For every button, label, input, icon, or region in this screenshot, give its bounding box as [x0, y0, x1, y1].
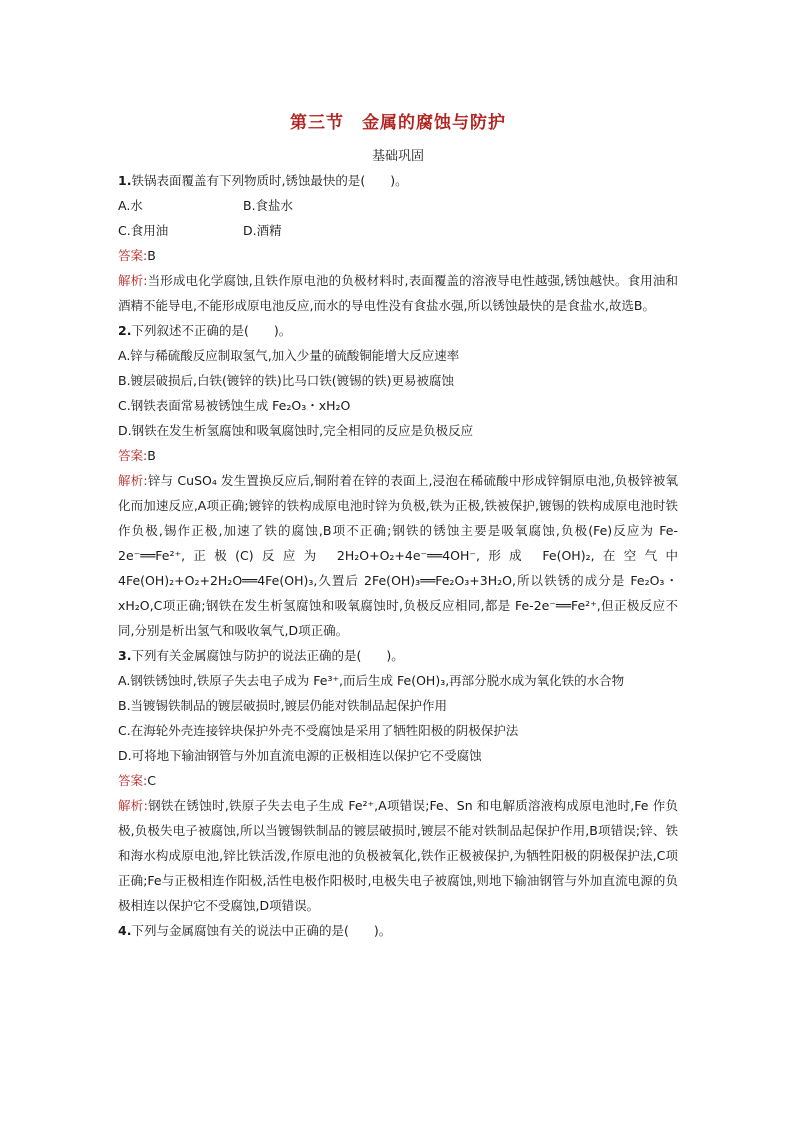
- question-1-explanation: [118, 268, 678, 318]
- option-a: A.锌与稀硫酸反应制取氢气,加入少量的硫酸铜能增大反应速率: [118, 348, 460, 363]
- option-c: C.食用油: [118, 223, 169, 238]
- question-1-options-row-2: [118, 218, 678, 243]
- option-a: A.钢铁锈蚀时,铁原子失去电子成为 Fe³⁺,而后生成 Fe(OH)₃,再部分脱水成为氧化铁的水合物: [118, 673, 625, 688]
- question-stem: 下列有关金属腐蚀与防护的说法正确的是( )。: [131, 648, 404, 663]
- question-1: [118, 168, 678, 193]
- option-c: C.钢铁表面常易被锈蚀生成 Fe₂O₃・xH₂O: [118, 398, 351, 413]
- explanation-text: 当形成电化学腐蚀,且铁作原电池的负极材料时,表面覆盖的溶液导电性越强,锈蚀越快。食用油和酒精不能导电,不能形成原电池反应,而水的导电性没有食盐水强,所以锈蚀最快的是食盐水,故选B。: [118, 273, 678, 313]
- section-heading: 基础巩固: [371, 149, 424, 164]
- option-d: D.钢铁在发生析氢腐蚀和吸氧腐蚀时,完全相同的反应是负极反应: [118, 423, 474, 438]
- question-2-explanation: [118, 468, 678, 643]
- option-d: D.酒精: [243, 223, 282, 238]
- question-2: [118, 318, 678, 343]
- answer-label: 答案:: [118, 448, 148, 463]
- question-stem: 下列与金属腐蚀有关的说法中正确的是( )。: [131, 923, 392, 938]
- answer-value: B: [147, 248, 156, 263]
- option-c: C.在海轮外壳连接锌块保护外壳不受腐蚀是采用了牺牲阳极的阴极保护法: [118, 723, 519, 738]
- question-1-options-row-1: [118, 193, 678, 218]
- explanation-label: 解析:: [118, 273, 148, 288]
- option-b: B.食盐水: [243, 198, 294, 213]
- question-stem: 下列叙述不正确的是( )。: [131, 323, 292, 338]
- page-title: 第三节 金属的腐蚀与防护: [290, 113, 506, 133]
- question-stem: 铁锅表面覆盖有下列物质时,锈蚀最快的是( )。: [131, 173, 408, 188]
- question-2-answer: [118, 443, 678, 468]
- option-b: B.当镀锡铁制品的镀层破损时,镀层仍能对铁制品起保护作用: [118, 698, 448, 713]
- document-content: [118, 168, 678, 943]
- question-4: [118, 918, 678, 943]
- explanation-text: 钢铁在锈蚀时,铁原子失去电子生成 Fe²⁺,A项错误;Fe、Sn 和电解质溶液构成原电池时,Fe 作负极,负极失电子被腐蚀,所以当镀锡铁制品的镀层破损时,镀层不能对铁制品起保护作用,B项错误;锌、铁和海水构成原电池,锌比铁活泼,作原电池的负极被氧化,铁作正极被保护,为牺牲阳极的阴极保护法,C项正确;Fe与正极相连作阳极,活性电极作阳极时,电极失电子被腐蚀,则地下输油钢管与外加直流电源的负极相连以保护它不受腐蚀,D项错误。: [118, 798, 678, 913]
- question-number: 3.: [118, 648, 132, 663]
- question-3: [118, 643, 678, 668]
- explanation-text: 锌与 CuSO₄ 发生置换反应后,铜附着在锌的表面上,浸泡在稀硫酸中形成锌铜原电池,负极锌被氧化而加速反应,A项正确;镀锌的铁构成原电池时锌为负极,铁为正极,铁被保护,镀锡的铁构成原电池时铁作负极,锡作正极,加速了铁的腐蚀,B项不正确;钢铁的锈蚀主要是吸氧腐蚀,负极(Fe)反应为 Fe-2e⁻══Fe²⁺,正极(C)反应为 2H₂O+O₂+4e⁻══4OH⁻,形成 Fe(OH)₂,在空气中 4Fe(OH)₂+O₂+2H₂O══4Fe(OH)₃,久置后 2Fe(OH)₃══Fe₂O₃+3H₂O,所以铁锈的成分是 Fe₂O₃・xH₂O,C项正确;钢铁在发生析氢腐蚀和吸氧腐蚀时,负极反应相同,都是 Fe-2e⁻══Fe²⁺,但正极反应不同,分别是析出氢气和吸收氧气,D项正确。: [118, 473, 678, 638]
- answer-label: 答案:: [118, 248, 148, 263]
- answer-label: 答案:: [118, 773, 148, 788]
- question-3-answer: [118, 768, 678, 793]
- explanation-label: 解析:: [118, 473, 148, 488]
- option-d: D.可将地下输油钢管与外加直流电源的正极相连以保护它不受腐蚀: [118, 748, 482, 763]
- option-b: B.镀层破损后,白铁(镀锌的铁)比马口铁(镀锡的铁)更易被腐蚀: [118, 373, 455, 388]
- question-number: 4.: [118, 923, 132, 938]
- explanation-label: 解析:: [118, 798, 148, 813]
- question-number: 2.: [118, 323, 132, 338]
- question-1-answer: [118, 243, 678, 268]
- question-3-explanation: [118, 793, 678, 918]
- question-number: 1.: [118, 173, 132, 188]
- answer-value: B: [147, 448, 156, 463]
- option-a: A.水: [118, 198, 143, 213]
- answer-value: C: [147, 773, 156, 788]
